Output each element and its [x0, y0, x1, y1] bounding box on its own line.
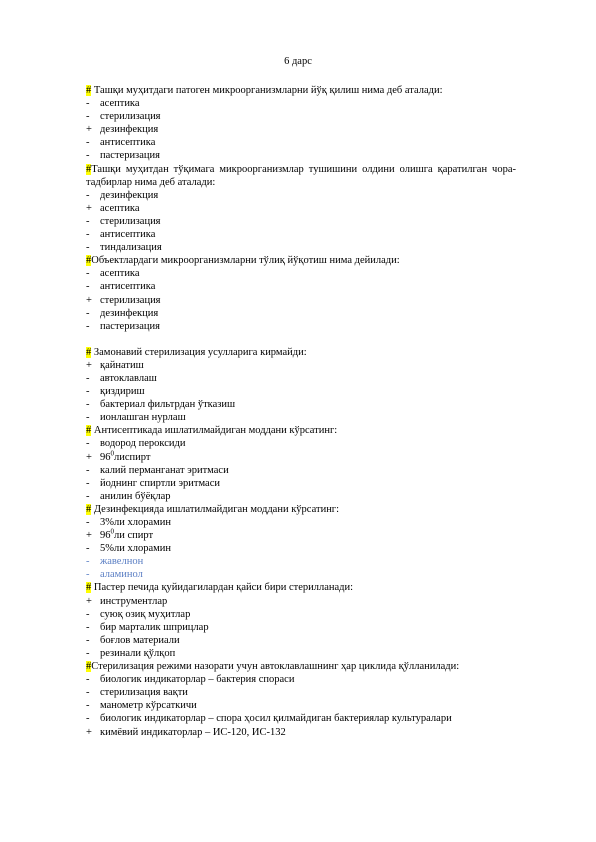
- question-list: [86, 84, 516, 739]
- answer-option: [86, 555, 516, 568]
- answer-option: [86, 464, 516, 477]
- answer-option: [86, 228, 516, 241]
- question-marker: #: [86, 346, 92, 358]
- answer-option: [86, 647, 516, 660]
- answer-option: [86, 97, 516, 110]
- option-marker: +: [86, 451, 92, 463]
- answer-option: [86, 608, 516, 621]
- option-text: манометр кўрсаткичи: [100, 700, 197, 712]
- question-text: [86, 503, 516, 516]
- question-marker: #: [86, 661, 92, 673]
- answer-option: [86, 477, 516, 490]
- answer-option: [86, 372, 516, 385]
- option-text: биологик индикаторлар – бактерия спораси: [100, 674, 295, 686]
- option-marker: +: [86, 202, 92, 214]
- option-marker: -: [86, 372, 90, 384]
- option-text: кимёвий индикаторлар – ИС-120, ИС-132: [100, 726, 286, 738]
- option-text: йоднинг спиртли эритмаси: [100, 477, 220, 489]
- option-text-end: ли спирт: [114, 530, 154, 542]
- answer-option: [86, 359, 516, 372]
- answer-option: [86, 516, 516, 529]
- question-marker: #: [86, 425, 92, 437]
- answer-option: [86, 437, 516, 450]
- option-text: биологик индикаторлар – спора ҳосил қилмайдиган бактериялар культуралари: [100, 713, 452, 725]
- option-marker: -: [86, 111, 90, 123]
- option-text: [100, 529, 153, 542]
- answer-option: [86, 110, 516, 123]
- option-marker: +: [86, 294, 92, 306]
- option-marker: +: [86, 726, 92, 738]
- question-marker: #: [86, 582, 92, 594]
- answer-option: [86, 123, 516, 136]
- option-marker: -: [86, 412, 90, 424]
- option-marker: -: [86, 490, 90, 502]
- option-text: асептика: [100, 98, 140, 110]
- option-text: водород пероксиди: [100, 438, 186, 450]
- option-text: асептика: [100, 268, 140, 280]
- option-text: дезинфекция: [100, 307, 159, 319]
- question-text: [86, 346, 516, 359]
- question-marker: #: [86, 255, 92, 267]
- option-marker: -: [86, 634, 90, 646]
- option-marker: -: [86, 477, 90, 489]
- option-text: дезинфекция: [100, 124, 159, 136]
- option-text: асептика: [100, 202, 140, 214]
- answer-option: [86, 320, 516, 333]
- option-marker: -: [86, 556, 90, 568]
- answer-option: [86, 149, 516, 162]
- option-marker: -: [86, 399, 90, 411]
- answer-option: [86, 189, 516, 202]
- option-text: калий перманганат эритмаси: [100, 464, 229, 476]
- option-marker: -: [86, 137, 90, 149]
- option-marker: +: [86, 359, 92, 371]
- question-text: [86, 581, 516, 594]
- option-text: стерилизация: [100, 215, 161, 227]
- option-marker: -: [86, 150, 90, 162]
- option-marker: -: [86, 281, 90, 293]
- option-text: автоклавлаш: [100, 372, 157, 384]
- option-marker: -: [86, 438, 90, 450]
- answer-option: [86, 215, 516, 228]
- option-text: ионлашган нурлаш: [100, 412, 186, 424]
- answer-option: [86, 673, 516, 686]
- option-marker: -: [86, 543, 90, 555]
- option-text: пастеризация: [100, 320, 160, 332]
- page-title: 6 дарс: [284, 56, 312, 67]
- question-label: Объектлардаги микроорганизмларни тўлиқ йўқотиш нима дейилади:: [91, 255, 400, 267]
- option-marker: +: [86, 124, 92, 136]
- option-text: қиздириш: [100, 386, 145, 398]
- option-text: стерилизация вақти: [100, 687, 188, 699]
- answer-option: [86, 241, 516, 254]
- answer-option: [86, 202, 516, 215]
- option-marker: -: [86, 647, 90, 659]
- option-marker: -: [86, 713, 90, 725]
- question-label: Дезинфекцияда ишлатилмайдиган моддани кўрсатинг:: [91, 503, 340, 515]
- option-text: тиндализация: [100, 242, 162, 254]
- answer-option: [86, 294, 516, 307]
- option-marker: -: [86, 517, 90, 528]
- option-marker: -: [86, 674, 90, 686]
- option-text: резинали қўлқоп: [100, 647, 176, 659]
- option-marker: -: [86, 189, 90, 201]
- answer-option: [86, 280, 516, 293]
- answer-option: [86, 451, 516, 464]
- option-text: дезинфекция: [100, 189, 159, 201]
- option-text-end: лиспирт: [114, 451, 151, 463]
- answer-option: [86, 411, 516, 424]
- option-text: антисептика: [100, 229, 156, 241]
- question-label: Ташқи муҳитдаги патоген микроорганизмларни йўқ қилиш нима деб аталади:: [91, 85, 443, 96]
- option-text: антисептика: [100, 281, 156, 293]
- answer-option: [86, 595, 516, 608]
- answer-option: [86, 136, 516, 149]
- answer-option: [86, 699, 516, 712]
- question-label: Пастер печида қуйидагилардан қайси бири стерилланади:: [91, 582, 354, 594]
- answer-option: [86, 307, 516, 320]
- question-label: Замонавий стерилизация усулларига кирмайди:: [91, 346, 307, 358]
- answer-option: [86, 267, 516, 280]
- question-marker: #: [86, 503, 92, 515]
- question-text: [86, 84, 516, 97]
- option-text: стерилизация: [100, 111, 161, 123]
- option-text: жавелнон: [100, 556, 144, 568]
- option-marker: -: [86, 464, 90, 476]
- answer-option: [86, 726, 516, 739]
- question-marker: #: [86, 163, 92, 175]
- option-text: 5%ли хлорамин: [100, 543, 172, 555]
- answer-option: [86, 686, 516, 699]
- option-text: антисептика: [100, 137, 156, 149]
- option-text: анилин бўёқлар: [100, 490, 171, 502]
- answer-option: [86, 385, 516, 398]
- answer-option: [86, 490, 516, 503]
- question-label: Стерилизация режими назорати учун автоклавлашнинг ҳар циклида қўлланилади:: [91, 661, 460, 673]
- question-text: [86, 254, 516, 267]
- option-text: [100, 451, 150, 464]
- option-text: инструментлар: [100, 595, 168, 607]
- option-text: стерилизация: [100, 294, 161, 306]
- option-text: боғлов материали: [100, 634, 180, 646]
- option-marker: -: [86, 569, 90, 581]
- option-marker: -: [86, 700, 90, 712]
- answer-option: [86, 529, 516, 542]
- option-text-start: 96: [100, 530, 111, 542]
- degree-superscript: 0: [110, 527, 114, 536]
- option-marker: +: [86, 595, 92, 607]
- option-text: аламинол: [100, 569, 143, 581]
- option-marker: -: [86, 320, 90, 332]
- option-marker: -: [86, 307, 90, 319]
- question-text: [86, 660, 516, 673]
- option-marker: -: [86, 215, 90, 227]
- option-marker: -: [86, 242, 90, 254]
- option-text: қайнатиш: [100, 359, 144, 371]
- option-text-start: 96: [100, 451, 111, 463]
- question-text: [86, 163, 516, 189]
- answer-option: [86, 634, 516, 647]
- option-marker: -: [86, 621, 90, 633]
- question-label: Ташқи муҳитдан тўқимага микроорганизмлар тушишини олдини олишга қаратилган чора- тадбирлар нима деб аталади:: [86, 163, 516, 188]
- option-text: пастеризация: [100, 150, 160, 162]
- answer-option: [86, 568, 516, 581]
- question-text: [86, 424, 516, 437]
- option-text: бактериал фильтрдан ўтказиш: [100, 399, 236, 411]
- option-marker: -: [86, 608, 90, 620]
- question-label: Антисептикада ишлатилмайдиган моддани кўрсатинг:: [91, 425, 338, 437]
- question-marker: #: [86, 85, 92, 96]
- option-text: суюқ озиқ муҳитлар: [100, 608, 191, 620]
- option-marker: +: [86, 530, 92, 542]
- answer-option: [86, 621, 516, 634]
- option-marker: -: [86, 229, 90, 241]
- option-text: 3%ли хлорамин: [100, 517, 172, 528]
- answer-option: [86, 542, 516, 555]
- answer-option: [86, 712, 516, 725]
- option-marker: -: [86, 687, 90, 699]
- option-marker: -: [86, 268, 90, 280]
- option-text: бир марталик шприцлар: [100, 621, 209, 633]
- degree-superscript: 0: [110, 449, 114, 458]
- option-marker: -: [86, 98, 90, 110]
- option-marker: -: [86, 386, 90, 398]
- blank-line: [86, 333, 516, 346]
- answer-option: [86, 398, 516, 411]
